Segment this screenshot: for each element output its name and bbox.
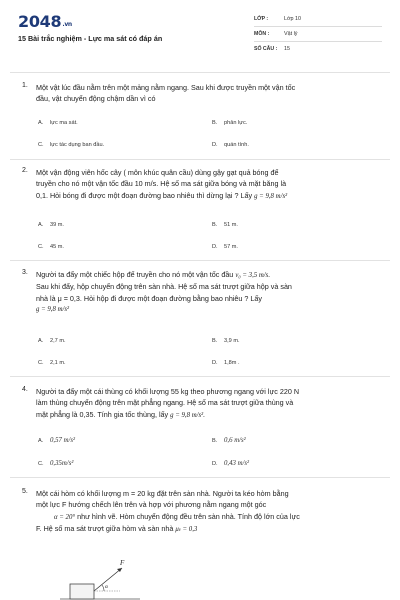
option-letter: A.	[38, 438, 44, 444]
option-text: 3,9 m.	[224, 338, 240, 344]
meta-count-row	[254, 44, 382, 56]
meta-value: Vật lý	[284, 31, 298, 37]
option-letter: A.	[38, 338, 44, 344]
divider	[10, 159, 390, 160]
option-d[interactable]	[212, 360, 240, 366]
option-text: lực tác dụng ban đầu.	[50, 142, 105, 148]
option-letter: D.	[212, 142, 218, 148]
option-letter: C.	[38, 461, 44, 467]
crate-box	[70, 584, 94, 599]
option-a[interactable]	[38, 120, 78, 126]
divider	[10, 72, 390, 73]
question-line: đầu, vật chuyển động chậm dần vì có	[36, 94, 156, 104]
option-a[interactable]	[38, 338, 66, 344]
option-text: quán tính.	[224, 142, 249, 148]
option-d[interactable]	[212, 460, 249, 467]
option-b[interactable]	[212, 222, 238, 228]
question-number: 4.	[22, 386, 28, 393]
question-line: Sau khi đẩy, hộp chuyển động trên sàn nhà. Hệ số ma sát trượt giữa hộp và sàn	[36, 282, 292, 292]
option-d[interactable]	[212, 244, 238, 250]
option-text: 0,35m/s²	[50, 460, 74, 467]
question-line: Người ta đẩy một cái thùng có khối lượng 55 kg theo phương ngang với lực 220 N	[36, 387, 300, 396]
option-a[interactable]	[38, 437, 75, 444]
document-header	[0, 0, 400, 64]
formula: μₜ = 0,3	[175, 526, 198, 534]
question-line: một lực F hướng chếch lên trên và hợp với phương nằm ngang một góc	[36, 500, 267, 510]
option-c[interactable]	[38, 360, 66, 366]
question-text	[36, 167, 386, 202]
option-letter: D.	[212, 461, 218, 467]
formula: g = 9,8 m/s²	[36, 306, 70, 314]
formula: g = 9,8 m/s².	[170, 411, 205, 419]
meta-key: MÔN :	[254, 31, 270, 37]
option-b[interactable]	[212, 120, 247, 126]
question-number: 5.	[22, 488, 28, 495]
option-a[interactable]	[38, 222, 64, 228]
angle-label: α	[105, 584, 108, 590]
question-text	[36, 386, 386, 421]
option-letter: B.	[212, 222, 218, 228]
option-text: 45 m.	[50, 244, 64, 250]
force-label: F	[120, 559, 125, 567]
option-letter: A.	[38, 222, 44, 228]
formula: α = 20°	[54, 513, 76, 521]
question-text	[36, 82, 386, 105]
option-d[interactable]	[212, 142, 249, 148]
question-number: 3.	[22, 269, 28, 276]
logo-text: 2048	[18, 12, 62, 31]
option-letter: C.	[38, 244, 44, 250]
option-text: 51 m.	[224, 222, 238, 228]
question-line: mặt phẳng là 0,35. Tính gia tốc thùng, lấy	[36, 409, 169, 419]
question-line: truyền cho nó một vận tốc đầu 10 m/s. Hệ số ma sát giữa bóng và mặt băng là	[36, 179, 287, 189]
logo-suffix: .vn	[62, 21, 72, 28]
option-text: 2,1 m.	[50, 360, 66, 366]
option-text: 2,7 m.	[50, 338, 66, 344]
formula: v₀ = 3,5 m/s.	[235, 272, 271, 279]
meta-subject-row	[254, 29, 382, 42]
site-logo[interactable]	[18, 12, 72, 31]
question-line: Người ta đẩy một chiếc hộp để truyền cho nó một vận tốc đầu	[36, 270, 234, 279]
option-text: 0,43 m/s²	[224, 460, 250, 467]
option-text: 1,8m .	[224, 360, 240, 366]
question-line: nhà là μ = 0,3. Hỏi hộp đi được một đoạn đường bằng bao nhiêu ? Lấy	[36, 293, 262, 303]
question-text	[36, 488, 386, 536]
angle-arc	[102, 585, 104, 591]
divider	[10, 376, 390, 377]
question-line: Một vật lúc đầu nằm trên một mảng nằm ngang. Sau khi được truyền một vận tốc	[36, 83, 296, 92]
option-text: phản lực.	[224, 120, 248, 126]
question-line: như hình vẽ. Hòm chuyển động đều trên sàn nhà. Tính độ lớn của lực	[77, 511, 300, 521]
question-number: 2.	[22, 167, 28, 174]
meta-class-row	[254, 14, 382, 27]
option-letter: A.	[38, 120, 44, 126]
option-c[interactable]	[38, 244, 64, 250]
question-text	[36, 269, 386, 316]
divider	[10, 260, 390, 261]
option-text: 57 m.	[224, 244, 238, 250]
option-letter: D.	[212, 244, 218, 250]
option-text: lực ma sát.	[50, 120, 78, 126]
force-arrow	[94, 568, 122, 591]
option-b[interactable]	[212, 437, 246, 444]
meta-key: SỐ CÂU :	[254, 46, 278, 52]
question-line: Một cái hòm có khối lượng m = 20 kg đặt trên sàn nhà. Người ta kéo hòm bằng	[36, 489, 289, 498]
option-text: 39 m.	[50, 222, 64, 228]
meta-value: Lớp 10	[284, 16, 302, 22]
question-line: 0,1. Hỏi bóng đi được một đoạn đường bao nhiêu thì dừng lại ? Lấy	[36, 190, 253, 200]
option-c[interactable]	[38, 460, 73, 467]
divider	[10, 477, 390, 478]
option-b[interactable]	[212, 338, 240, 344]
option-text: 0,57 m/s²	[50, 437, 76, 444]
option-letter: B.	[212, 338, 218, 344]
option-c[interactable]	[38, 142, 104, 148]
option-letter: C.	[38, 360, 44, 366]
option-letter: D.	[212, 360, 218, 366]
option-letter: B.	[212, 120, 218, 126]
question-line: Một vận động viên hốc cây ( môn khúc quân cầu) dùng gậy gạt quả bóng để	[36, 168, 279, 177]
question-number: 1.	[22, 82, 28, 89]
page-title: 15 Bài trắc nghiệm - Lực ma sát có đáp án	[18, 34, 163, 43]
option-text: 0,6 m/s²	[224, 437, 246, 444]
option-letter: C.	[38, 142, 44, 148]
meta-value: 15	[284, 46, 290, 52]
question-line: F. Hệ số ma sát trượt giữa hòm và sàn nhà	[36, 524, 174, 534]
force-diagram	[60, 558, 140, 600]
question-line: làm thùng chuyển động trên mặt phẳng ngang. Hệ số ma sát trượt giữa thùng và	[36, 398, 294, 408]
option-letter: B.	[212, 438, 218, 444]
formula: g = 9,8 m/s²	[254, 192, 288, 200]
meta-key: LỚP :	[254, 16, 269, 22]
